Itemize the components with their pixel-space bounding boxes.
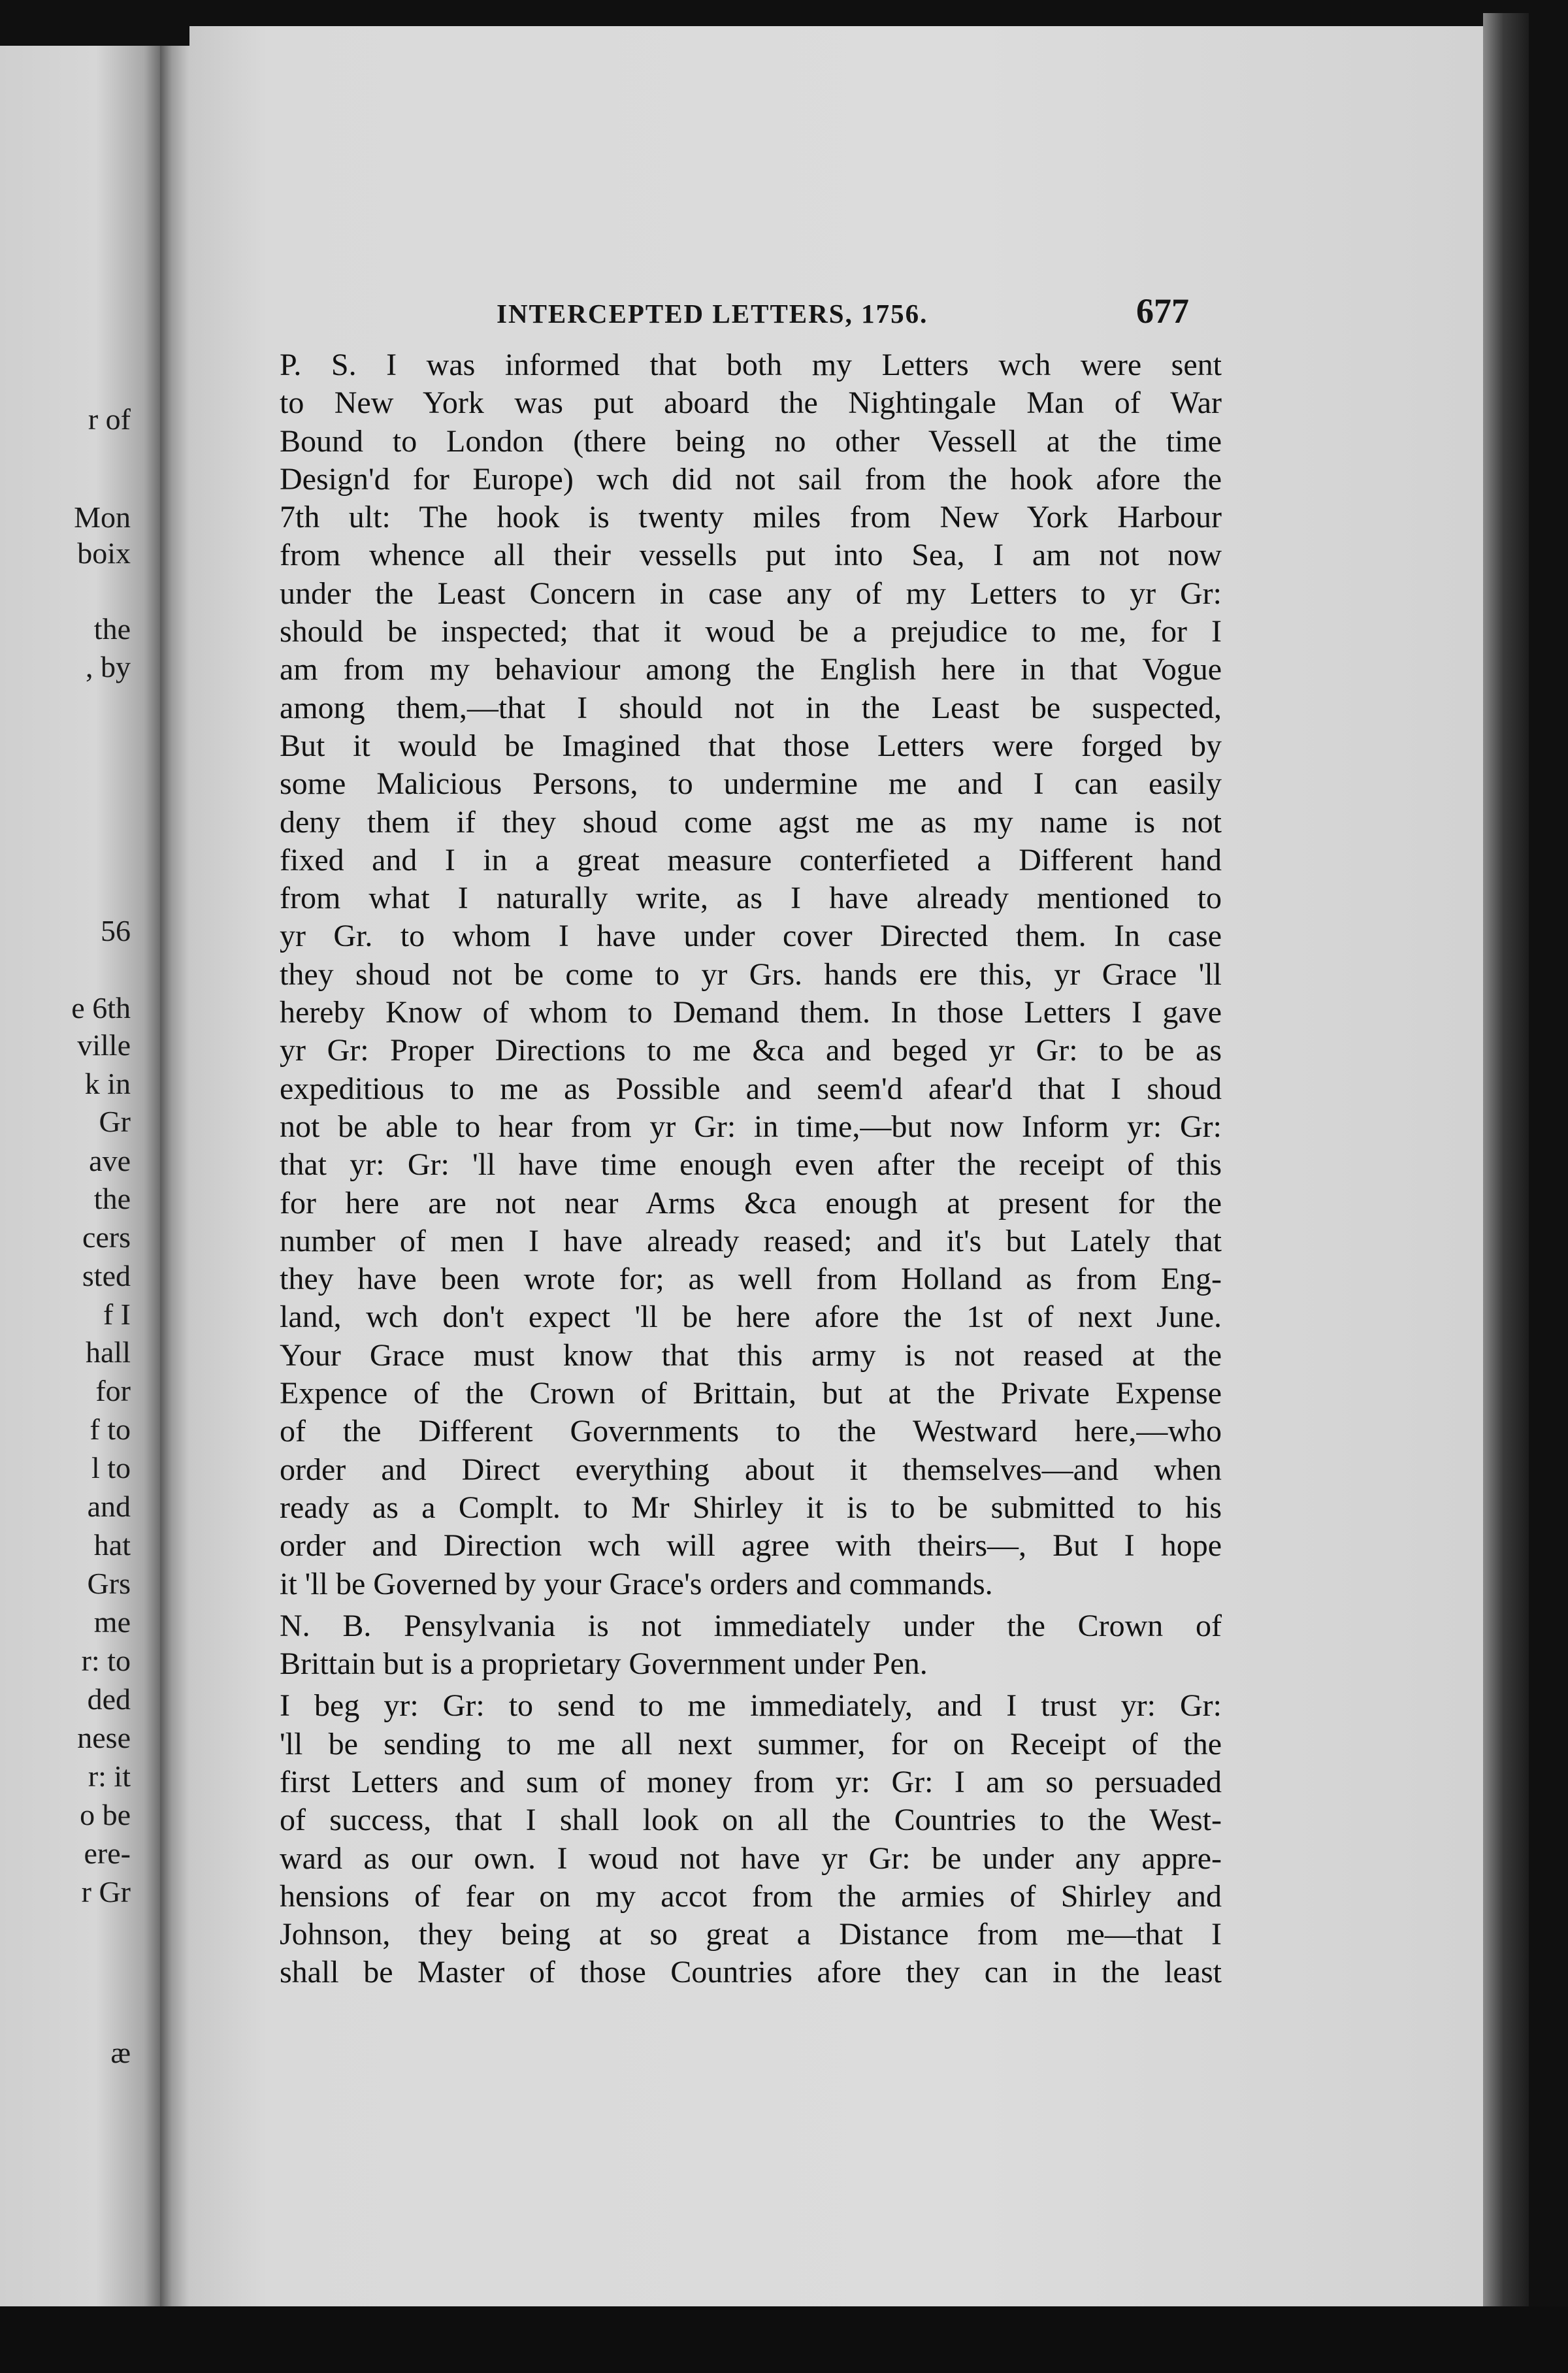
text-line: deny them if they shoud come agst me as my name is not: [280, 804, 1222, 840]
left-page-fragment: 56: [101, 914, 131, 947]
text-line: order and Direction wch will agree with theirs—, But I hope: [280, 1528, 1222, 1563]
text-line: N. B. Pensylvania is not immediately under the Crown of: [280, 1608, 1222, 1643]
left-page-fragment: f to: [90, 1413, 131, 1446]
text-line: P. S. I was informed that both my Letters wch were sent: [280, 348, 1222, 382]
text-line: for here are not near Arms &ca enough at present for the: [280, 1185, 1222, 1220]
text-line: to New York was put aboard the Nightingale Man of War: [280, 385, 1222, 421]
left-page-fragment: f I: [103, 1298, 131, 1331]
left-page-fragment: r: it: [88, 1759, 131, 1793]
text-line: from what I naturally write, as I have already mentioned to: [280, 881, 1222, 916]
text-line: Bound to London (there being no other Vessell at the time: [280, 423, 1222, 459]
running-title: INTERCEPTED LETTERS, 1756.: [497, 299, 928, 329]
book-gutter: [160, 46, 189, 2326]
left-page-edge: [0, 46, 160, 2326]
left-page-fragment: ville: [77, 1028, 131, 1062]
scan-bottom-border: [0, 2306, 1568, 2373]
letter-body: [280, 346, 1222, 1992]
text-line: Brittain but is a proprietary Government under Pen.: [280, 1646, 928, 1682]
left-page-fragment: hat: [93, 1528, 131, 1562]
left-page-fragment: Gr: [99, 1105, 131, 1138]
left-page-fragment: ded: [87, 1682, 131, 1716]
left-page-fragment: boix: [77, 536, 131, 570]
text-line: expeditious to me as Possible and seem'd afear'd that I shoud: [280, 1071, 1222, 1106]
text-line: order and Direct everything about it themselves—and when: [280, 1452, 1222, 1487]
text-line: first Letters and sum of money from yr: Gr: I am so persuaded: [280, 1764, 1222, 1799]
text-line: am from my behaviour among the English here in that Vogue: [280, 652, 1222, 687]
left-page-fragment: e 6th: [71, 991, 131, 1024]
text-line: Johnson, they being at so great a Distance from me—that I: [280, 1917, 1222, 1952]
left-page-fragment: the: [93, 1182, 131, 1215]
text-line: should be inspected; that it woud be a prejudice to me, for I: [280, 614, 1222, 649]
text-line: ready as a Complt. to Mr Shirley it is to be submitted to his: [280, 1490, 1222, 1525]
left-page-fragment: r: to: [81, 1644, 131, 1677]
text-line: among them,—that I should not in the Least be suspected,: [280, 690, 1222, 725]
text-line: number of men I have already reased; and it's but Lately that: [280, 1223, 1222, 1258]
left-page-fragment: , by: [86, 650, 131, 683]
text-line: they have been wrote for; as well from Holland as from Eng-: [280, 1262, 1222, 1297]
text-line: hensions of fear on my accot from the armies of Shirley and: [280, 1878, 1222, 1914]
left-page-fragment: nese: [77, 1721, 131, 1754]
left-page-fragment: ere-: [84, 1837, 131, 1870]
left-page-fragment: r Gr: [81, 1875, 131, 1908]
text-line: of the Different Governments to the Westward here,—who: [280, 1414, 1222, 1449]
text-line: not be able to hear from yr Gr: in time,—but now Inform yr: Gr:: [280, 1109, 1222, 1144]
text-line: they shoud not be come to yr Grs. hands ere this, yr Grace 'll: [280, 957, 1222, 992]
text-line: 7th ult: The hook is twenty miles from New York Harbour: [280, 500, 1222, 535]
page-number: 677: [1136, 291, 1189, 331]
left-page-fragment: Grs: [87, 1567, 131, 1600]
left-page-fragment: l to: [91, 1451, 131, 1484]
text-line: Expence of the Crown of Brittain, but at the Private Expense: [280, 1376, 1222, 1411]
text-line: yr Gr: Proper Directions to me &ca and beged yr Gr: to be as: [280, 1033, 1222, 1068]
text-line: Your Grace must know that this army is not reased at the: [280, 1337, 1222, 1373]
text-line: that yr: Gr: 'll have time enough even after the receipt of this: [280, 1147, 1222, 1183]
text-line: it 'll be Governed by your Grace's orders and commands.: [280, 1566, 993, 1601]
left-page-fragment: me: [93, 1605, 131, 1639]
running-head: [497, 291, 1189, 331]
text-line: But it would be Imagined that those Letters were forged by: [280, 728, 1222, 763]
text-line: yr Gr. to whom I have under cover Directed them. In case: [280, 919, 1222, 954]
left-page-fragment: ave: [89, 1144, 131, 1177]
left-page-fragment: k in: [84, 1067, 131, 1100]
left-page-fragment: o be: [80, 1798, 131, 1831]
text-line: 'll be sending to me all next summer, for on Receipt of the: [280, 1726, 1222, 1761]
text-line: ward as our own. I woud not have yr Gr: be under any appre-: [280, 1841, 1222, 1876]
text-line: I beg yr: Gr: to send to me immediately, and I trust yr: Gr:: [280, 1688, 1222, 1724]
left-page-fragment: Mon: [74, 500, 131, 534]
left-page-fragment: for: [95, 1374, 131, 1407]
text-line: of success, that I shall look on all the Countries to the West-: [280, 1803, 1222, 1838]
text-line: shall be Master of those Countries afore they can in the least: [280, 1955, 1222, 1990]
left-page-fragment: æ: [110, 2036, 131, 2069]
left-page-fragment: the: [93, 612, 131, 646]
text-line: fixed and I in a great measure conterfieted a Different hand: [280, 842, 1222, 877]
left-page-fragment: hall: [86, 1335, 131, 1369]
left-page-fragment: and: [87, 1490, 131, 1523]
text-line: hereby Know of whom to Demand them. In those Letters I gave: [280, 995, 1222, 1030]
text-line: some Malicious Persons, to undermine me and I can easily: [280, 766, 1222, 802]
left-page-fragment: r of: [88, 402, 131, 436]
page-edge-shadow: [1483, 13, 1529, 2326]
text-line: under the Least Concern in case any of my Letters to yr Gr:: [280, 576, 1222, 611]
left-page-fragment: cers: [82, 1220, 131, 1254]
left-page-fragment: sted: [82, 1259, 131, 1292]
text-line: land, wch don't expect 'll be here afore the 1st of next June.: [280, 1300, 1222, 1335]
text-line: from whence all their vessells put into Sea, I am not now: [280, 538, 1222, 573]
text-line: Design'd for Europe) wch did not sail from the hook afore the: [280, 461, 1222, 497]
